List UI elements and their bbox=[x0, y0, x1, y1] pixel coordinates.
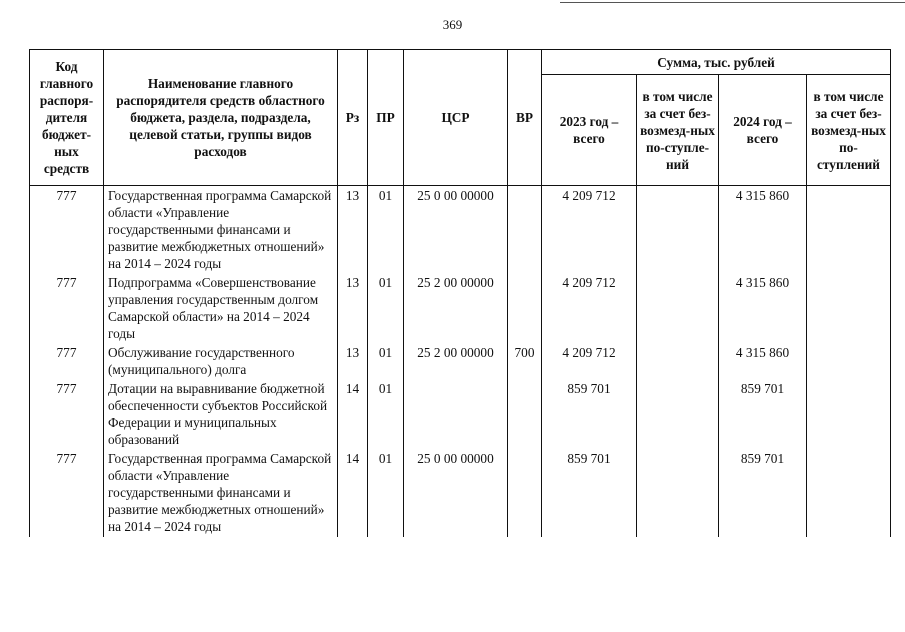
cell-2023-total: 859 701 bbox=[542, 450, 637, 537]
cell-rz: 13 bbox=[338, 344, 368, 380]
cell-2024-total: 859 701 bbox=[719, 380, 807, 450]
table-row bbox=[30, 186, 891, 275]
cell-2024-total: 4 315 860 bbox=[719, 186, 807, 275]
cell-2024-free bbox=[807, 186, 891, 275]
cell-2024-total: 859 701 bbox=[719, 450, 807, 537]
cell-2024-free bbox=[807, 274, 891, 344]
cell-2023-free bbox=[637, 380, 719, 450]
budget-table bbox=[29, 49, 891, 537]
cell-name: Государственная программа Самарской области «Управление государственными финансами и развитие межбюджетных отношений» на 2014 – 2024 годы bbox=[104, 186, 338, 275]
header-2024-total: 2024 год – всего bbox=[719, 75, 807, 186]
header-sum-group: Сумма, тыс. рублей bbox=[542, 50, 891, 75]
header-code: Код главного распоря-дителя бюджет-ных средств bbox=[30, 50, 104, 186]
cell-2023-free bbox=[637, 450, 719, 537]
cell-2024-total: 4 315 860 bbox=[719, 344, 807, 380]
cell-code: 777 bbox=[30, 344, 104, 380]
cell-2023-free bbox=[637, 274, 719, 344]
cell-csr: 25 2 00 00000 bbox=[404, 274, 508, 344]
cell-name: Подпрограмма «Совершенствование управления государственным долгом Самарской области» на 2014 – 2024 годы bbox=[104, 274, 338, 344]
cell-csr: 25 0 00 00000 bbox=[404, 186, 508, 275]
cell-pr: 01 bbox=[368, 274, 404, 344]
cell-2023-free bbox=[637, 344, 719, 380]
top-edge-rule bbox=[560, 2, 905, 3]
table-row bbox=[30, 450, 891, 537]
header-2023-free: в том числе за счет без-возмезд-ных по-ступле-ний bbox=[637, 75, 719, 186]
cell-2023-total: 859 701 bbox=[542, 380, 637, 450]
cell-vr bbox=[508, 380, 542, 450]
cell-code: 777 bbox=[30, 274, 104, 344]
cell-name: Дотации на выравнивание бюджетной обеспеченности субъектов Российской Федерации и муниципальных образований bbox=[104, 380, 338, 450]
cell-2023-free bbox=[637, 186, 719, 275]
cell-pr: 01 bbox=[368, 450, 404, 537]
cell-name: Обслуживание государственного (муниципального) долга bbox=[104, 344, 338, 380]
cell-vr bbox=[508, 186, 542, 275]
table-body bbox=[30, 186, 891, 538]
table-row bbox=[30, 274, 891, 344]
cell-pr: 01 bbox=[368, 186, 404, 275]
header-csr: ЦСР bbox=[404, 50, 508, 186]
cell-pr: 01 bbox=[368, 344, 404, 380]
cell-code: 777 bbox=[30, 450, 104, 537]
table-header bbox=[30, 50, 891, 186]
header-name: Наименование главного распорядителя средств областного бюджета, раздела, подраздела, целевой статьи, группы видов расходов bbox=[104, 50, 338, 186]
table-row bbox=[30, 344, 891, 380]
cell-rz: 13 bbox=[338, 274, 368, 344]
table-row bbox=[30, 380, 891, 450]
cell-2023-total: 4 209 712 bbox=[542, 344, 637, 380]
header-vr: ВР bbox=[508, 50, 542, 186]
cell-name: Государственная программа Самарской области «Управление государственными финансами и развитие межбюджетных отношений» на 2014 – 2024 годы bbox=[104, 450, 338, 537]
cell-2024-free bbox=[807, 450, 891, 537]
cell-pr: 01 bbox=[368, 380, 404, 450]
cell-2023-total: 4 209 712 bbox=[542, 186, 637, 275]
cell-vr bbox=[508, 274, 542, 344]
cell-rz: 14 bbox=[338, 380, 368, 450]
header-pr: ПР bbox=[368, 50, 404, 186]
cell-2023-total: 4 209 712 bbox=[542, 274, 637, 344]
cell-csr bbox=[404, 380, 508, 450]
cell-2024-free bbox=[807, 344, 891, 380]
cell-rz: 14 bbox=[338, 450, 368, 537]
header-2023-total: 2023 год – всего bbox=[542, 75, 637, 186]
cell-code: 777 bbox=[30, 186, 104, 275]
cell-code: 777 bbox=[30, 380, 104, 450]
cell-csr: 25 0 00 00000 bbox=[404, 450, 508, 537]
cell-vr bbox=[508, 450, 542, 537]
cell-vr: 700 bbox=[508, 344, 542, 380]
cell-csr: 25 2 00 00000 bbox=[404, 344, 508, 380]
header-2024-free: в том числе за счет без-возмезд-ных по-ступлений bbox=[807, 75, 891, 186]
page-number: 369 bbox=[442, 17, 463, 32]
cell-rz: 13 bbox=[338, 186, 368, 275]
cell-2024-total: 4 315 860 bbox=[719, 274, 807, 344]
header-rz: Рз bbox=[338, 50, 368, 186]
cell-2024-free bbox=[807, 380, 891, 450]
